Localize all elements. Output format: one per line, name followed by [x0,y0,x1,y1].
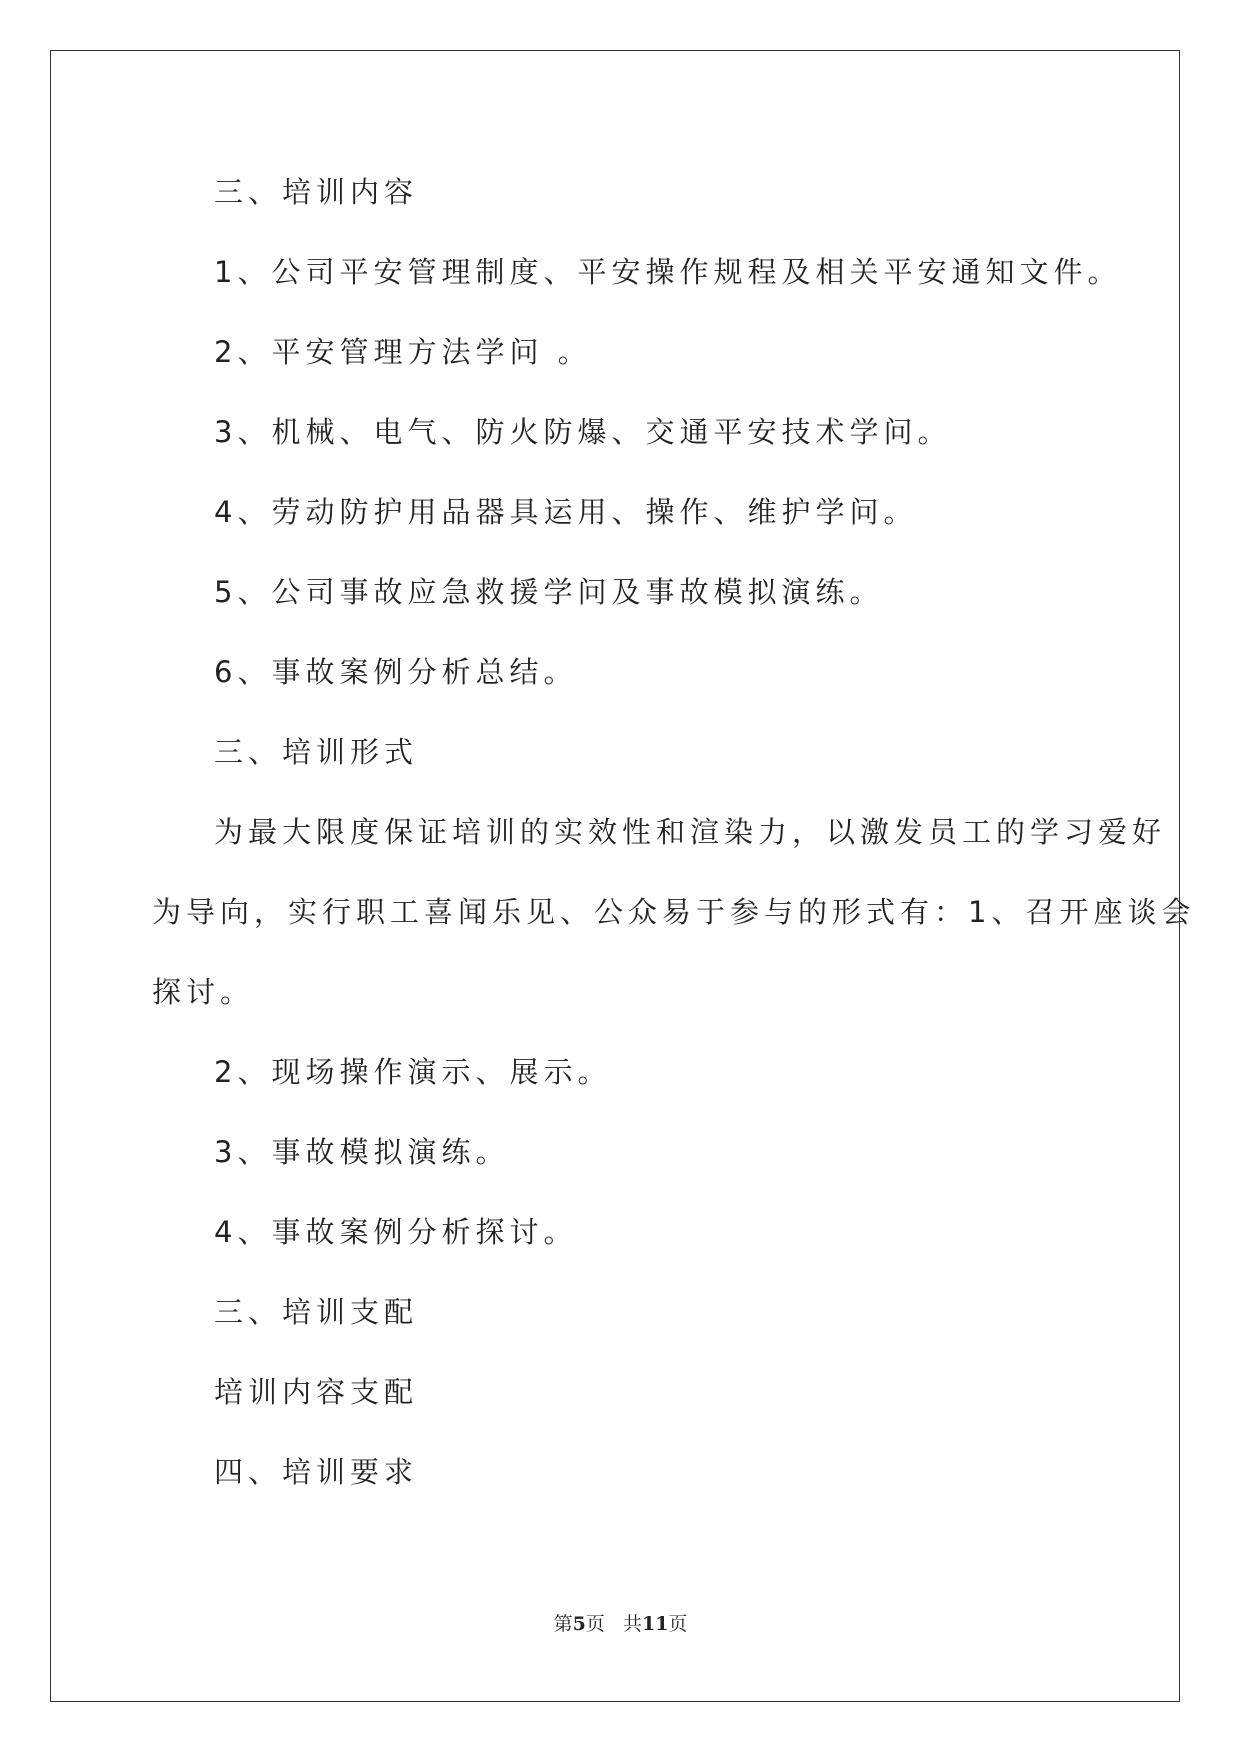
paragraph-format-item-2: 2、现场操作演示、展示。 [214,1055,612,1089]
paragraph-format-line-1: 为最大限度保证培训的实效性和渲染力，以激发员工的学习爱好 [214,815,1167,849]
paragraph-format-item-4: 4、事故案例分析探讨。 [214,1215,578,1249]
paragraph-item-4: 4、劳动防护用品器具运用、操作、维护学问。 [214,495,918,529]
section-heading-format: 三、培训形式 [214,735,419,769]
paragraph-item-1: 1、公司平安管理制度、平安操作规程及相关平安通知文件。 [214,255,1122,289]
paragraph-format-item-3: 3、事故模拟演练。 [214,1135,510,1169]
paragraph-item-3: 3、机械、电气、防火防爆、交通平安技术学问。 [214,415,952,449]
footer-total-prefix: 共 [622,1613,642,1635]
paragraph-format-line-2: 为导向，实行职工喜闻乐见、公众易于参与的形式有：1、召开座谈会 [152,895,1196,929]
section-heading-content: 三、培训内容 [214,175,419,209]
page-footer [0,1612,1241,1636]
paragraph-item-6: 6、事故案例分析总结。 [214,655,578,689]
paragraph-schedule: 培训内容支配 [214,1375,419,1409]
footer-prefix: 第 [553,1613,573,1635]
footer-total-unit: 页 [668,1613,688,1635]
section-heading-schedule: 三、培训支配 [214,1295,419,1329]
paragraph-format-line-3: 探讨。 [152,975,255,1009]
page-number: 5 [572,1613,586,1635]
paragraph-item-5: 5、公司事故应急救援学问及事故模拟演练。 [214,575,884,609]
section-heading-requirements: 四、培训要求 [214,1455,419,1489]
total-pages: 11 [641,1613,669,1635]
footer-page-unit: 页 [585,1613,605,1635]
paragraph-item-2: 2、平安管理方法学问 。 [214,335,592,369]
